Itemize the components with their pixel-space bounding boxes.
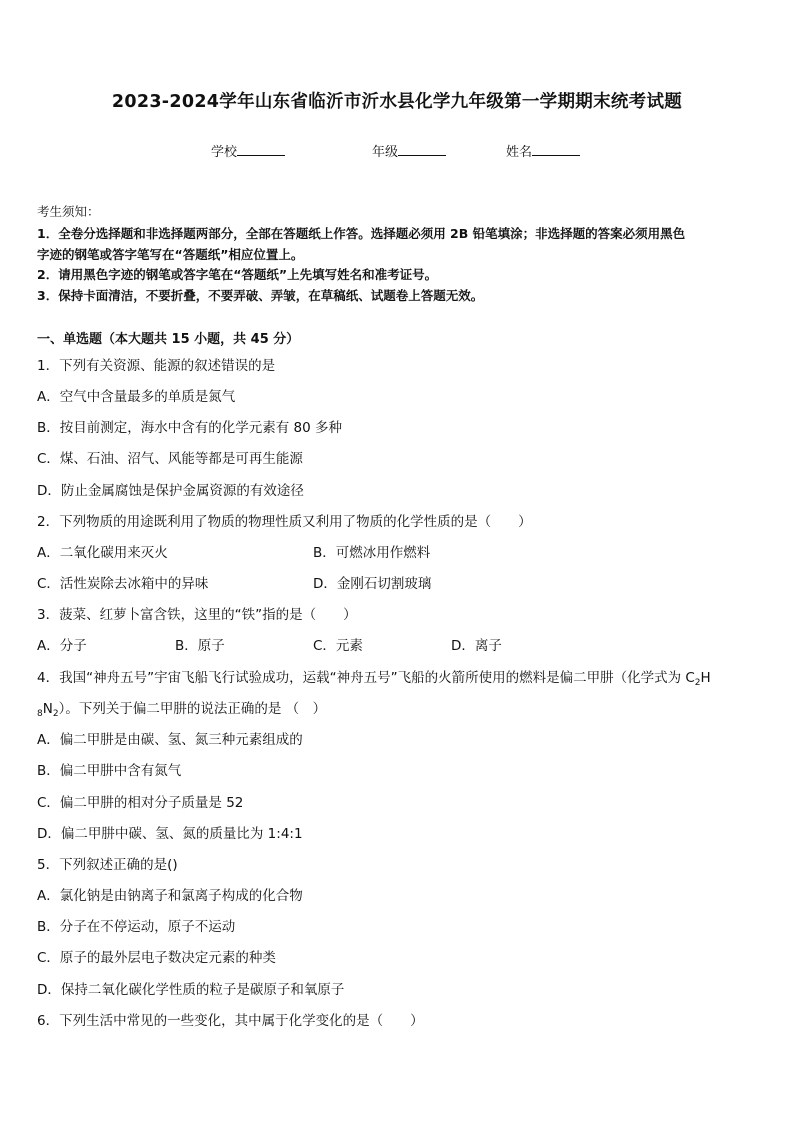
question-3-option-c: C．元素 xyxy=(313,638,363,654)
notice-heading: 考生须知： xyxy=(37,204,100,219)
question-5-option-d: D．保持二氧化碳化学性质的粒子是碳原子和氧原子 xyxy=(37,982,345,998)
question-4-option-b: B．偏二甲肼中含有氮气 xyxy=(37,763,182,779)
question-5-stem: 5．下列叙述正确的是() xyxy=(37,857,178,873)
question-2-option-b: B．可燃冰用作燃料 xyxy=(313,545,431,561)
question-2-stem: 2．下列物质的用途既利用了物质的物理性质又利用了物质的化学性质的是（ ） xyxy=(37,514,532,530)
question-1-option-a: A．空气中含量最多的单质是氮气 xyxy=(37,389,236,405)
question-4-stem-h: H xyxy=(700,670,711,686)
question-4-stem-line-2 xyxy=(37,697,326,719)
question-3-option-d: D．离子 xyxy=(451,638,502,654)
question-1-option-c: C．煤、石油、沼气、风能等都是可再生能源 xyxy=(37,451,303,467)
grade-blank xyxy=(398,143,446,156)
notice-item-3: 3．保持卡面清洁，不要折叠，不要弄破、弄皱，在草稿纸、试题卷上答题无效。 xyxy=(37,288,484,303)
name-field xyxy=(506,141,580,160)
school-field xyxy=(211,141,285,160)
question-2-option-d: D．金刚石切割玻璃 xyxy=(313,576,432,592)
question-4-option-d: D．偏二甲肼中碳、氢、氮的质量比为 1:4:1 xyxy=(37,826,303,842)
name-blank xyxy=(532,143,580,156)
question-4-stem-line-1 xyxy=(37,666,711,688)
notice-item-2: 2．请用黑色字迹的钢笔或答字笔在“答题纸”上先填写姓名和准考证号。 xyxy=(37,267,438,282)
question-1-option-d: D．防止金属腐蚀是保护金属资源的有效途径 xyxy=(37,483,304,499)
grade-field xyxy=(372,141,446,160)
question-4-stem-text-2: ）。下列关于偏二甲肼的说法正确的是 （ ） xyxy=(58,701,327,717)
question-2-option-c: C．活性炭除去冰箱中的异味 xyxy=(37,576,209,592)
question-2-option-a: A．二氧化碳用来灭火 xyxy=(37,545,168,561)
section-heading: 一、单选题（本大题共 15 小题，共 45 分） xyxy=(37,332,300,347)
question-4-stem-n: N xyxy=(42,701,53,717)
question-4-subscript-n: 2 xyxy=(52,709,59,719)
question-5-option-b: B．分子在不停运动，原子不运动 xyxy=(37,919,236,935)
page-title: 2023-2024学年山东省临沂市沂水县化学九年级第一学期期末统考试题 xyxy=(111,92,683,112)
school-blank xyxy=(237,143,285,156)
question-4-stem-text-1: 4．我国“神舟五号”宇宙飞船飞行试验成功，运载“神舟五号”飞船的火箭所使用的燃料是偏二甲肼（化学式为 C xyxy=(37,670,695,686)
question-3-option-a: A．分子 xyxy=(37,638,87,654)
question-3-stem: 3．菠菜、红萝卜富含铁，这里的“铁”指的是（ ） xyxy=(37,607,357,623)
question-1-option-b: B．按目前测定，海水中含有的化学元素有 80 多种 xyxy=(37,420,343,436)
notice-item-1-line-2: 字迹的钢笔或答字笔写在“答题纸”相应位置上。 xyxy=(37,247,304,262)
question-5-option-a: A．氯化钠是由钠离子和氯离子构成的化合物 xyxy=(37,888,303,904)
question-4-option-c: C．偏二甲肼的相对分子质量是 52 xyxy=(37,795,244,811)
grade-label: 年级 xyxy=(372,145,399,160)
school-label: 学校 xyxy=(211,145,238,160)
question-1-stem: 1．下列有关资源、能源的叙述错误的是 xyxy=(37,358,276,374)
name-label: 姓名 xyxy=(506,145,533,160)
question-4-option-a: A．偏二甲肼是由碳、氢、氮三种元素组成的 xyxy=(37,732,303,748)
question-3-option-b: B．原子 xyxy=(175,638,225,654)
question-4-subscript-h: 8 xyxy=(37,709,43,719)
question-6-stem: 6．下列生活中常见的一些变化，其中属于化学变化的是（ ） xyxy=(37,1013,424,1029)
question-5-option-c: C．原子的最外层电子数决定元素的种类 xyxy=(37,950,276,966)
question-4-subscript-c: 2 xyxy=(694,678,701,688)
notice-item-1-line-1: 1．全卷分选择题和非选择题两部分，全部在答题纸上作答。选择题必须用 2B 铅笔填涂；非选择题的答案必须用黑色 xyxy=(37,226,686,241)
